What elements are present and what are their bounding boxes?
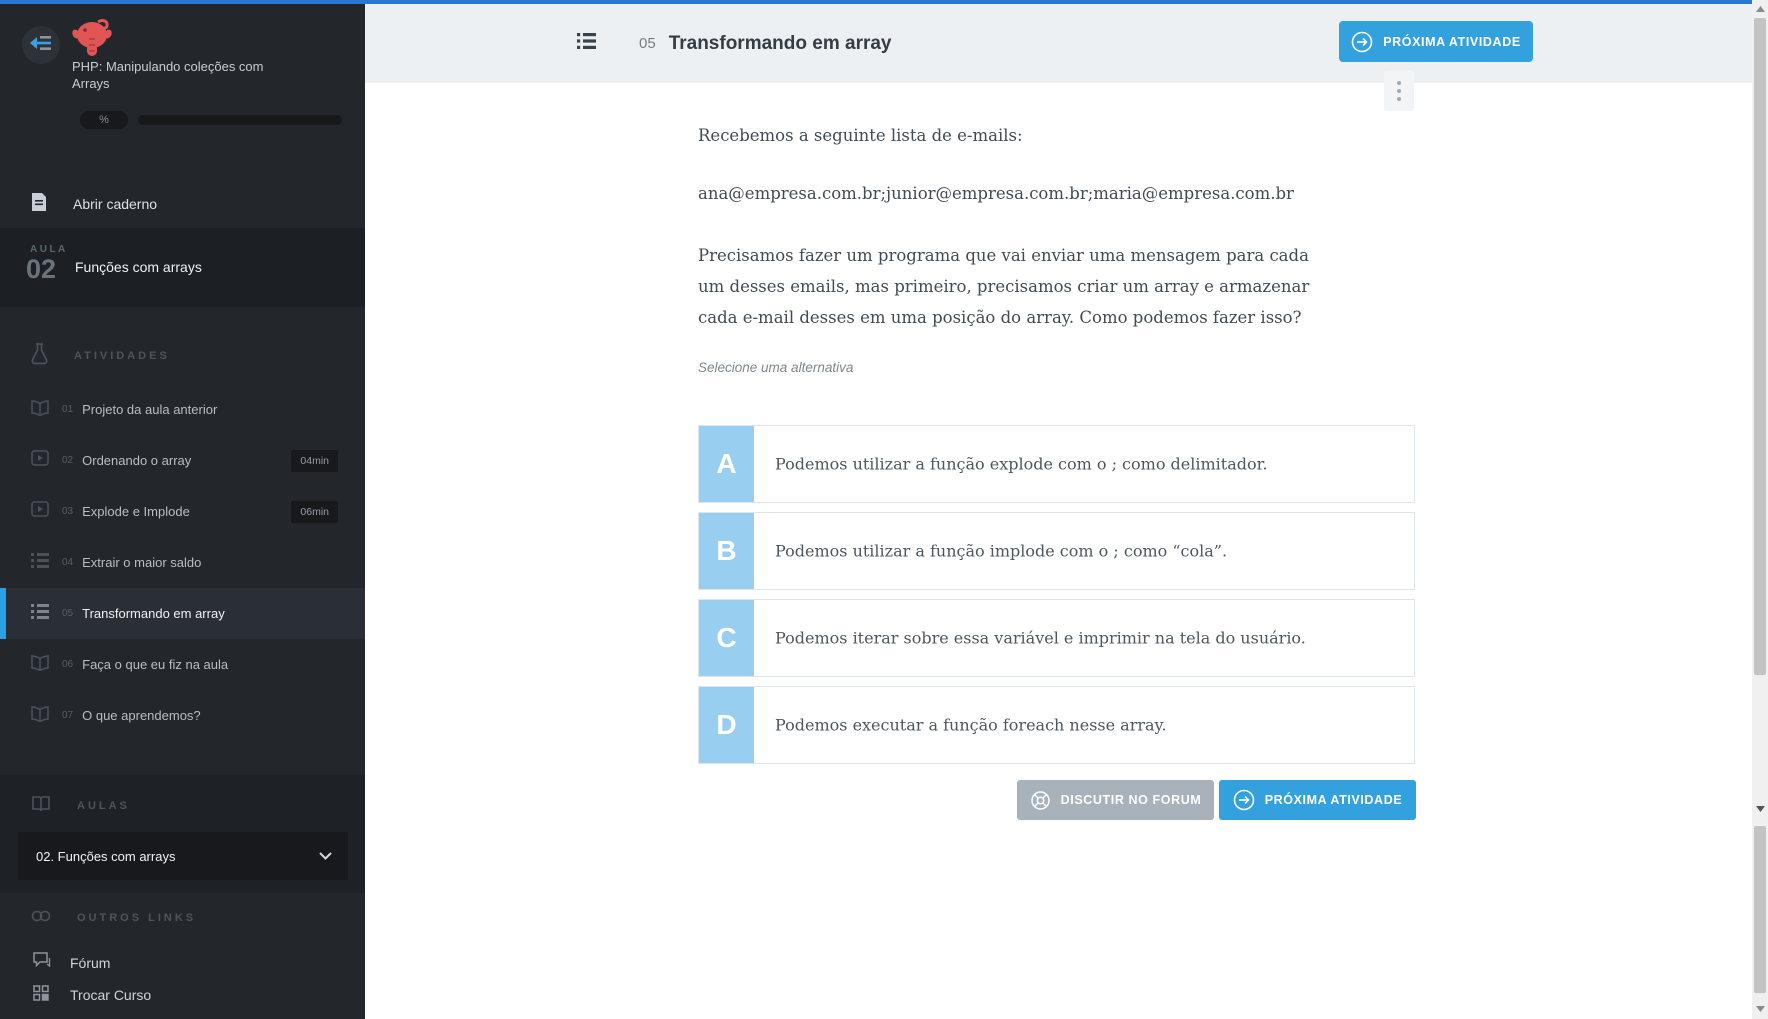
- scrollbar-thumb-inner[interactable]: [1754, 18, 1766, 675]
- lessons-section-header: [0, 786, 365, 826]
- grid-icon: [33, 985, 51, 1006]
- next-activity-button-top[interactable]: PRÓXIMA ATIVIDADE: [1339, 21, 1533, 62]
- question-body: Precisamos fazer um programa que vai enviar uma mensagem para cada um desses emails, mas primeiro, precisamos criar um array e armazenar cada e-mail desses em uma posição do array. Como podemos fazer isso?: [698, 246, 1310, 327]
- book-icon: [31, 399, 49, 421]
- list-icon: [31, 553, 49, 573]
- discuss-forum-button[interactable]: DISCUTIR NO FORUM: [1017, 780, 1214, 820]
- option-b-letter: B: [699, 513, 754, 589]
- duration-badge: 04min: [291, 450, 338, 472]
- activity-title: Transformando em array: [668, 32, 892, 54]
- activity-header: [365, 4, 1768, 83]
- scroll-down-arrow-page[interactable]: [1752, 1002, 1768, 1016]
- option-c[interactable]: [698, 599, 1415, 677]
- option-c-letter: C: [699, 600, 754, 676]
- open-notebook-button[interactable]: [0, 182, 365, 226]
- option-d-text: Podemos executar a função foreach nesse array.: [775, 715, 1167, 735]
- book-icon: [31, 654, 49, 676]
- arrow-right-circle-icon: [1233, 789, 1255, 811]
- top-accent-bar: [0, 0, 1752, 4]
- video-icon: [31, 450, 49, 471]
- scrollbar-thumb-page[interactable]: [1754, 826, 1766, 993]
- php-elephant-logo: [70, 18, 114, 60]
- sidebar-link-forum[interactable]: Fórum: [0, 946, 365, 980]
- lesson-select-dropdown[interactable]: [18, 832, 348, 880]
- option-a-text: Podemos utilizar a função explode com o ; como delimitador.: [775, 454, 1268, 474]
- activity-content: [365, 0, 1768, 1019]
- scrollbar[interactable]: [1752, 0, 1768, 1019]
- lesson-title: Funções com arrays: [75, 259, 202, 275]
- sidebar-item-06-faca-o-que-eu-fiz-na-aula[interactable]: 06 Faça o que eu fiz na aula: [0, 639, 365, 690]
- select-alternative-prompt: Selecione uma alternativa: [698, 360, 854, 375]
- sidebar-item-03-explode-e-implode[interactable]: 03 Explode e Implode 06min: [0, 486, 365, 537]
- sidebar-item-07-o-que-aprendemos[interactable]: 07 O que aprendemos?: [0, 690, 365, 741]
- more-options-button[interactable]: [1384, 71, 1414, 111]
- other-links-section-label: OUTROS LINKS: [77, 912, 197, 924]
- chevron-down-icon: [319, 847, 332, 865]
- lifebuoy-icon: [1030, 790, 1051, 811]
- scroll-down-arrow-inner[interactable]: [1752, 802, 1768, 816]
- video-icon: [31, 501, 49, 522]
- next-activity-button-bottom[interactable]: PRÓXIMA ATIVIDADE: [1219, 780, 1416, 820]
- flask-icon: [31, 343, 48, 370]
- scroll-up-arrow[interactable]: [1752, 2, 1768, 16]
- open-book-icon: [31, 795, 51, 818]
- other-links-section-header: [0, 898, 365, 938]
- link-icon: [31, 906, 51, 931]
- course-sidebar: [0, 0, 365, 1019]
- duration-badge: 06min: [291, 501, 338, 523]
- option-b[interactable]: [698, 512, 1415, 590]
- book-icon: [31, 705, 49, 727]
- lesson-select-value: 02. Funções com arrays: [36, 848, 176, 864]
- sidebar-item-02-ordenando-o-array[interactable]: 02 Ordenando o array 04min: [0, 435, 365, 486]
- question-intro: Recebemos a seguinte lista de e-mails:: [698, 126, 1023, 145]
- open-notebook-label: Abrir caderno: [73, 196, 158, 212]
- summary-list-icon[interactable]: [577, 33, 596, 54]
- option-a[interactable]: [698, 425, 1415, 503]
- question-emails: ana@empresa.com.br;junior@empresa.com.br;maria@empresa.com.br: [698, 184, 1294, 203]
- sidebar-link-trocar-curso[interactable]: Trocar Curso: [0, 978, 365, 1012]
- kebab-dot: [1397, 81, 1401, 85]
- course-progress-bar: [138, 115, 342, 125]
- sidebar-item-05-transformando-em-array[interactable]: 05 Transformando em array: [0, 588, 365, 639]
- lesson-kicker: AULA: [30, 244, 68, 255]
- activities-section-label: ATIVIDADES: [74, 350, 170, 362]
- sidebar-item-01-projeto-da-aula-anterior[interactable]: 01 Projeto da aula anterior: [0, 384, 365, 435]
- lesson-number: 02: [26, 254, 57, 284]
- option-d-letter: D: [699, 687, 754, 763]
- course-title: PHP: Manipulando coleções com Arrays: [72, 59, 264, 91]
- back-arrow-icon: [29, 35, 53, 56]
- current-lesson-badge: [0, 228, 365, 307]
- sidebar-item-04-extrair-o-maior-saldo[interactable]: 04 Extrair o maior saldo: [0, 537, 365, 588]
- option-d[interactable]: [698, 686, 1415, 764]
- activities-section-header: [0, 336, 365, 376]
- option-c-text: Podemos iterar sobre essa variável e imprimir na tela do usuário.: [775, 628, 1306, 648]
- collapse-sidebar-button[interactable]: [22, 26, 60, 64]
- activity-number: 05: [639, 35, 656, 52]
- lessons-section-label: AULAS: [77, 800, 130, 812]
- option-b-text: Podemos utilizar a função implode com o ; como “cola”.: [775, 541, 1228, 561]
- option-a-letter: A: [699, 426, 754, 502]
- list-icon: [31, 604, 49, 624]
- progress-percent-badge: %: [80, 111, 128, 129]
- forum-icon: [33, 952, 51, 974]
- notebook-icon: [31, 193, 47, 216]
- arrow-right-circle-icon: [1351, 31, 1373, 53]
